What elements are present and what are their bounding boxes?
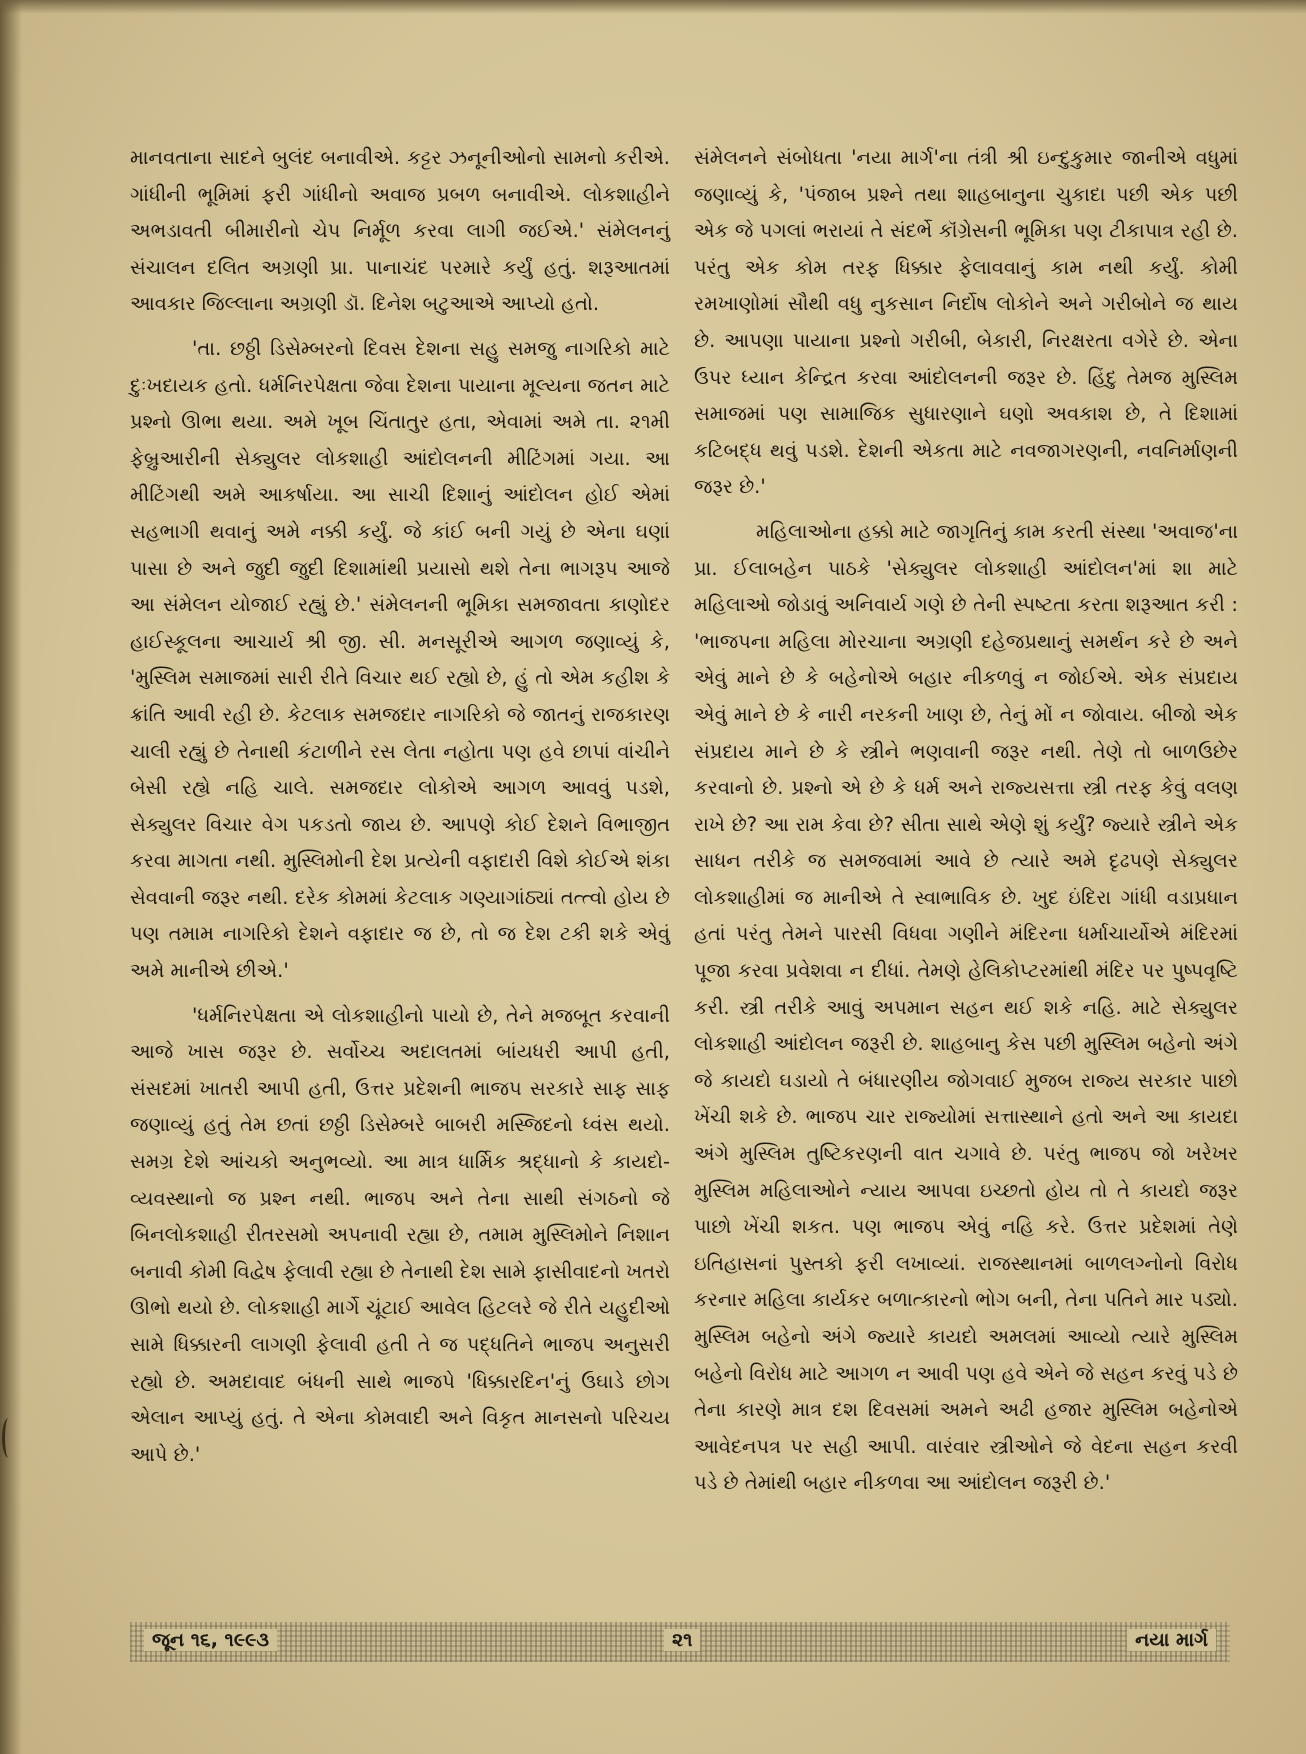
page-top-shadow — [0, 0, 1306, 14]
left-paragraph-2: 'તા. છઠ્ઠી ડિસેમ્બરનો દિવસ દેશના સહુ સમજુ નાગરિકો માટે દુઃખદાયક હતો. ધર્મનિરપેક્ષતા જેવા દેશના પાયાના મૂલ્યના જતન માટે પ્રશ્નો ઊભા થયા. અમે ખૂબ ચિંતાતુર હતા, એવામાં અમે તા. ૨૧મી ફેબ્રુઆરીની સેક્યુલર લોકશાહી આંદોલનની મીટિંગમાં ગયા. આ મીટિંગથી અમે આકર્ષાયા. આ સાચી દિશાનું આંદોલન હોઈ એમાં સહભાગી થવાનું અમે નક્કી કર્યું. જે કાંઈ બની ગયું છે એના ઘણાં પાસા છે અને જુદી જુદી દિશામાંથી પ્રયાસો થશે તેના ભાગરૂપ આજે આ સંમેલન યોજાઈ રહ્યું છે.' સંમેલનની ભૂમિકા સમજાવતા કાણોદર હાઈસ્કૂલના આચાર્ય શ્રી જી. સી. મનસૂરીએ આગળ જણાવ્યું કે, 'મુસ્લિમ સમાજમાં સારી રીતે વિચાર થઈ રહ્યો છે, હું તો એમ કહીશ કે ક્રાંતિ આવી રહી છે. કેટલાક સમજદાર નાગરિકો જે જાતનું રાજકારણ ચાલી રહ્યું છે તેનાથી કંટાળીને રસ લેતા નહોતા પણ હવે છાપાં વાંચીને બેસી રહ્યે નહિ ચાલે. સમજદાર લોકોએ આગળ આવવું પડશે, સેક્યુલર વિચાર વેગ પકડતો જાય છે. આપણે કોઈ દેશને વિભાજીત કરવા માગતા નથી. મુસ્લિમોની દેશ પ્રત્યેની વફાદારી વિશે કોઈએ શંકા સેવવાની જરૂર નથી. દરેક કોમમાં કેટલાક ગણ્યાગાંઠ્યાં તત્ત્વો હોય છે પણ તમામ નાગરિકો દેશને વફાદાર જ છે, તો જ દેશ ટકી શકે એવું અમે માનીએ છીએ.' — [130, 336, 670, 983]
binding-mark — [2, 1418, 15, 1458]
right-paragraph-1: સંમેલનને સંબોધતા 'નયા માર્ગ'ના તંત્રી શ્રી ઇન્દુકુમાર જાનીએ વધુમાં જણાવ્યું કે, 'પંજાબ પ્રશ્ને તથા શાહબાનુના ચુકાદા પછી એક પછી એક જે પગલાં ભરાયાં તે સંદર્ભે કૉંગ્રેસની ભૂમિકા પણ ટીકાપાત્ર રહી છે. પરંતુ એક કોમ તરફ ધિક્કાર ફેલાવવાનું કામ નથી કર્યું. કોમી રમખાણોમાં સૌથી વધુ નુકસાન નિર્દોષ લોકોને અને ગરીબોને જ થાય છે. આપણા પાયાના પ્રશ્નો ગરીબી, બેકારી, નિરક્ષરતા વગેરે છે. એના ઉપર ધ્યાન કેન્દ્રિત કરવા આંદોલનની જરૂર છે. હિંદુ તેમજ મુસ્લિમ સમાજમાં પણ સામાજિક સુધારણાને ઘણો અવકાશ છે, તે દિશામાં કટિબદ્ધ થવું પડશે. દેશની એકતા માટે નવજાગરણની, નવનિર્માણની જરૂર છે.' — [694, 146, 1238, 499]
footer-magazine-name: નયા માર્ગ — [1127, 1629, 1216, 1651]
footer-page-number: ૨૧ — [664, 1629, 700, 1651]
footer-date: જૂન ૧૬, ૧૯૯૩ — [144, 1629, 277, 1651]
page-footer — [130, 1622, 1230, 1662]
left-paragraph-3: 'ધર્મનિરપેક્ષતા એ લોકશાહીનો પાયો છે, તેને મજબૂત કરવાની આજે ખાસ જરૂર છે. સર્વોચ્ચ અદાલતમાં બાંયધરી આપી હતી, સંસદમાં ખાતરી આપી હતી, ઉત્તર પ્રદેશની ભાજપ સરકારે સાફ સાફ જણાવ્યું હતું તેમ છતાં છઠ્ઠી ડિસેમ્બરે બાબરી મસ્જિદનો ધ્વંસ થયો. સમગ્ર દેશે આંચકો અનુભવ્યો. આ માત્ર ધાર્મિક શ્રદ્ધાનો કે કાયદો-વ્યવસ્થાનો જ પ્રશ્ન નથી. ભાજપ અને તેના સાથી સંગઠનો જે બિનલોકશાહી રીતરસમો અપનાવી રહ્યા છે, તમામ મુસ્લિમોને નિશાન બનાવી કોમી વિદ્વેષ ફેલાવી રહ્યા છે તેનાથી દેશ સામે ફાસીવાદનો ખતરો ઊભો થયો છે. લોકશાહી માર્ગે ચૂંટાઈ આવેલ હિટલરે જે રીતે યહુદીઓ સામે ધિક્કારની લાગણી ફેલાવી હતી તે જ પદ્ધતિને ભાજપ અનુસરી રહ્યો છે. અમદાવાદ બંધની સાથે ભાજપે 'ધિક્કારદિન'નું ઉઘાડે છોગ એલાન આપ્યું હતું. તે એના કોમવાદી અને વિકૃત માનસનો પરિચય આપે છે.' — [130, 1003, 670, 1466]
right-paragraph-2: મહિલાઓના હક્કો માટે જાગૃતિનું કામ કરતી સંસ્થા 'અવાજ'ના પ્રા. ઈલાબહેન પાઠકે 'સેક્યુલર લોકશાહી આંદોલન'માં શા માટે મહિલાઓ જોડાવું અનિવાર્ય ગણે છે તેની સ્પષ્ટતા કરતા શરૂઆત કરી : 'ભાજપના મહિલા મોરચાના અગ્રણી દહેજપ્રથાનું સમર્થન કરે છે અને એવું માને છે કે બહેનોએ બહાર નીકળવું ન જોઈએ. એક સંપ્રદાય એવું માને છે કે નારી નરકની ખાણ છે, તેનું મોં ન જોવાય. બીજો એક સંપ્રદાય માને છે કે સ્ત્રીને ભણવાની જરૂર નથી. તેણે તો બાળઉછેર કરવાનો છે. પ્રશ્નો એ છે કે ધર્મ અને રાજ્યસત્તા સ્ત્રી તરફ કેવું વલણ રાખે છે? આ રામ કેવા છે? સીતા સાથે એણે શું કર્યું? જ્યારે સ્ત્રીને એક સાધન તરીકે જ સમજવામાં આવે છે ત્યારે અમે દૃઢપણે સેક્યુલર લોકશાહીમાં જ માનીએ તે સ્વાભાવિક છે. ખુદ ઇંદિરા ગાંધી વડાપ્રધાન હતાં પરંતુ તેમને પારસી વિધવા ગણીને મંદિરના ધર્માચાર્યોએ મંદિરમાં પૂજા કરવા પ્રવેશવા ન દીધાં. તેમણે હેલિકોપ્ટરમાંથી મંદિર પર પુષ્પવૃષ્ટિ કરી. સ્ત્રી તરીકે આવું અપમાન સહન થઈ શકે નહિ. માટે સેક્યુલર લોકશાહી આંદોલન જરૂરી છે. શાહબાનુ કેસ પછી મુસ્લિમ બહેનો અંગે જે કાયદો ઘડાયો તે બંધારણીય જોગવાઈ મુજબ રાજ્ય સરકાર પાછો ખેંચી શકે છે. ભાજપ ચાર રાજ્યોમાં સત્તાસ્થાને હતો અને આ કાયદા અંગે મુસ્લિમ તુષ્ટિકરણની વાત ચગાવે છે. પરંતુ ભાજપ જો ખરેખર મુસ્લિમ મહિલાઓને ન્યાય આપવા ઇચ્છતો હોય તો તે કાયદો જરૂર પાછો ખેંચી શકત. પણ ભાજપ એવું નહિ કરે. ઉત્તર પ્રદેશમાં તેણે ઇતિહાસનાં પુસ્તકો ફરી લખાવ્યાં. રાજસ્થાનમાં બાળલગ્નોનો વિરોધ કરનાર મહિલા કાર્યકર બળાત્કારનો ભોગ બની, તેના પતિને માર પડ્યો. મુસ્લિમ બહેનો અંગે જ્યારે કાયદો અમલમાં આવ્યો ત્યારે મુસ્લિમ બહેનો વિરોધ માટે આગળ ન આવી પણ હવે એને જે સહન કરવું પડે છે તેના કારણે માત્ર દશ દિવસમાં અમને અઢી હજાર મુસ્લિમ બહેનોએ આવેદનપત્ર પર સહી આપી. વારંવાર સ્ત્રીઓને જે વેદના સહન કરવી પડે છે તેમાંથી બહાર નીકળવા આ આંદોલન જરૂરી છે.' — [694, 519, 1238, 1495]
left-paragraph-1: માનવતાના સાદને બુલંદ બનાવીએ. કટ્ટર ઝનૂનીઓનો સામનો કરીએ. ગાંધીની ભૂમિમાં ફરી ગાંધીનો અવાજ પ્રબળ બનાવીએ. લોકશાહીને અભડાવતી બીમારીનો ચેપ નિર્મૂળ કરવા લાગી જઈએ.' સંમેલનનું સંચાલન દલિત અગ્રણી પ્રા. પાનાચંદ પરમારે કર્યું હતું. શરૂઆતમાં આવકાર જિલ્લાના અગ્રણી ડૉ. દિનેશ બટુઆએ આપ્યો હતો. — [130, 146, 670, 316]
left-column — [130, 140, 670, 1481]
right-column — [694, 140, 1238, 1510]
page-binding-shadow — [0, 0, 22, 1754]
